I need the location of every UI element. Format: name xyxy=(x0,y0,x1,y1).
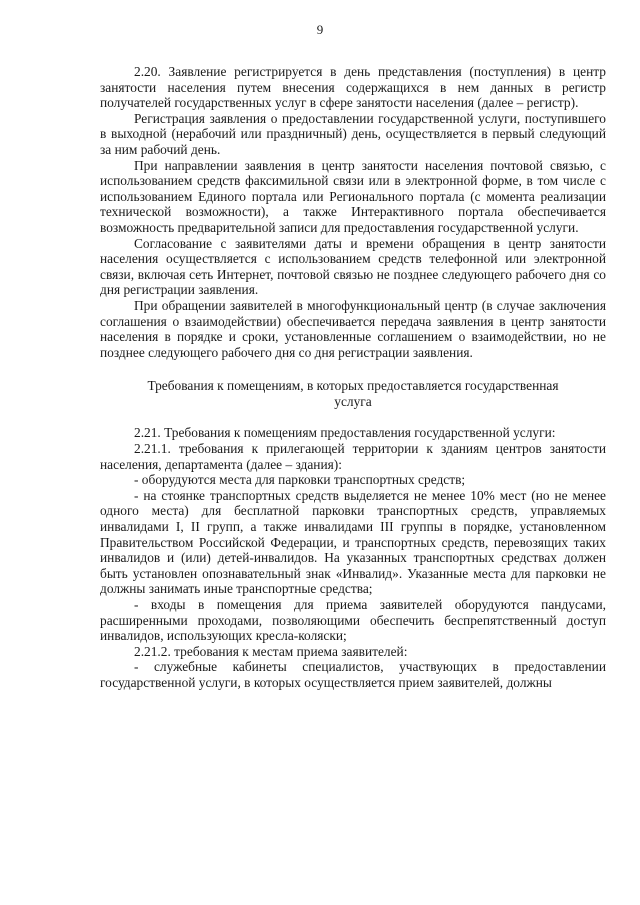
paragraph-2-21-2: 2.21.2. требования к местам приема заявителей: xyxy=(134,643,408,659)
section-heading: Требования к помещениям, в которых предоставляется государственная услуга xyxy=(147,378,559,409)
paragraph-date-agreement: Согласование с заявителями даты и времени обращения в центр занятости населения осуществляется с использованием средств телефонной или электронной связи, включая сеть Интернет, почтовой связью не позднее следующего рабочего дня со дня регистрации заявления. xyxy=(100,235,606,298)
list-item-disabled-parking: - на стоянке транспортных средств выделяется не менее 10% мест (но не менее одного места) для бесплатной парковки транспортных средств, управляемых инвалидами I, II групп, а также инвалидами III группы в порядке, установленном Правительством Российской Федерации, и транспортных средств, перевозящих таких инвалидов и (или) детей-инвалидов. На указанных транспортных средствах должен быть установлен опознавательный знак «Инвалид». Указанные места для парковки не должны занимать иные транспортные средства; xyxy=(100,487,606,597)
list-item-offices: - служебные кабинеты специалистов, участвующих в предоставлении государственной услуги, в которых осуществляется прием заявителей, должны xyxy=(100,659,606,690)
list-item-entrances: - входы в помещения для приема заявителей оборудуются пандусами, расширенными проходами, позволяющими обеспечить беспрепятственный доступ инвалидов, использующих кресла-коляски; xyxy=(100,597,606,644)
list-item-parking: - оборудуются места для парковки транспортных средств; xyxy=(134,472,466,488)
page-number: 9 xyxy=(316,22,324,37)
document-body xyxy=(100,64,606,691)
paragraph-2-20: 2.20. Заявление регистрируется в день представления (поступления) в центр занятости населения путем внесения содержащихся в нем данных в регистр получателей государственных услуг в сфере занятости населения (далее – регистр). xyxy=(100,64,606,111)
paragraph-mfc-transfer: При обращении заявителей в многофункциональный центр (в случае заключения соглашения о взаимодействии) обеспечивается передача заявления в центр занятости населения в порядке и сроки, установленные соглашением о взаимодействии, но не позднее следующего рабочего дня со дня регистрации заявления. xyxy=(100,297,606,360)
paragraph-2-21-1: 2.21.1. требования к прилегающей территории к зданиям центров занятости населения, департамента (далее – здания): xyxy=(100,441,606,472)
paragraph-2-21: 2.21. Требования к помещениям предоставления государственной услуги: xyxy=(134,425,556,441)
paragraph-submission-channels: При направлении заявления в центр занятости населения почтовой связью, с использованием средств факсимильной связи или в электронной форме, в том числе с использованием Единого портала или Регионального портала (с момента реализации технической возможности), а также Интерактивного портала обеспечивается возможность предварительной записи для предоставления государственной услуги. xyxy=(100,157,606,235)
paragraph-registration-weekend: Регистрация заявления о предоставлении государственной услуги, поступившего в выходной (нерабочий или праздничный) день, осуществляется в первый следующий за ним рабочий день. xyxy=(100,110,606,157)
